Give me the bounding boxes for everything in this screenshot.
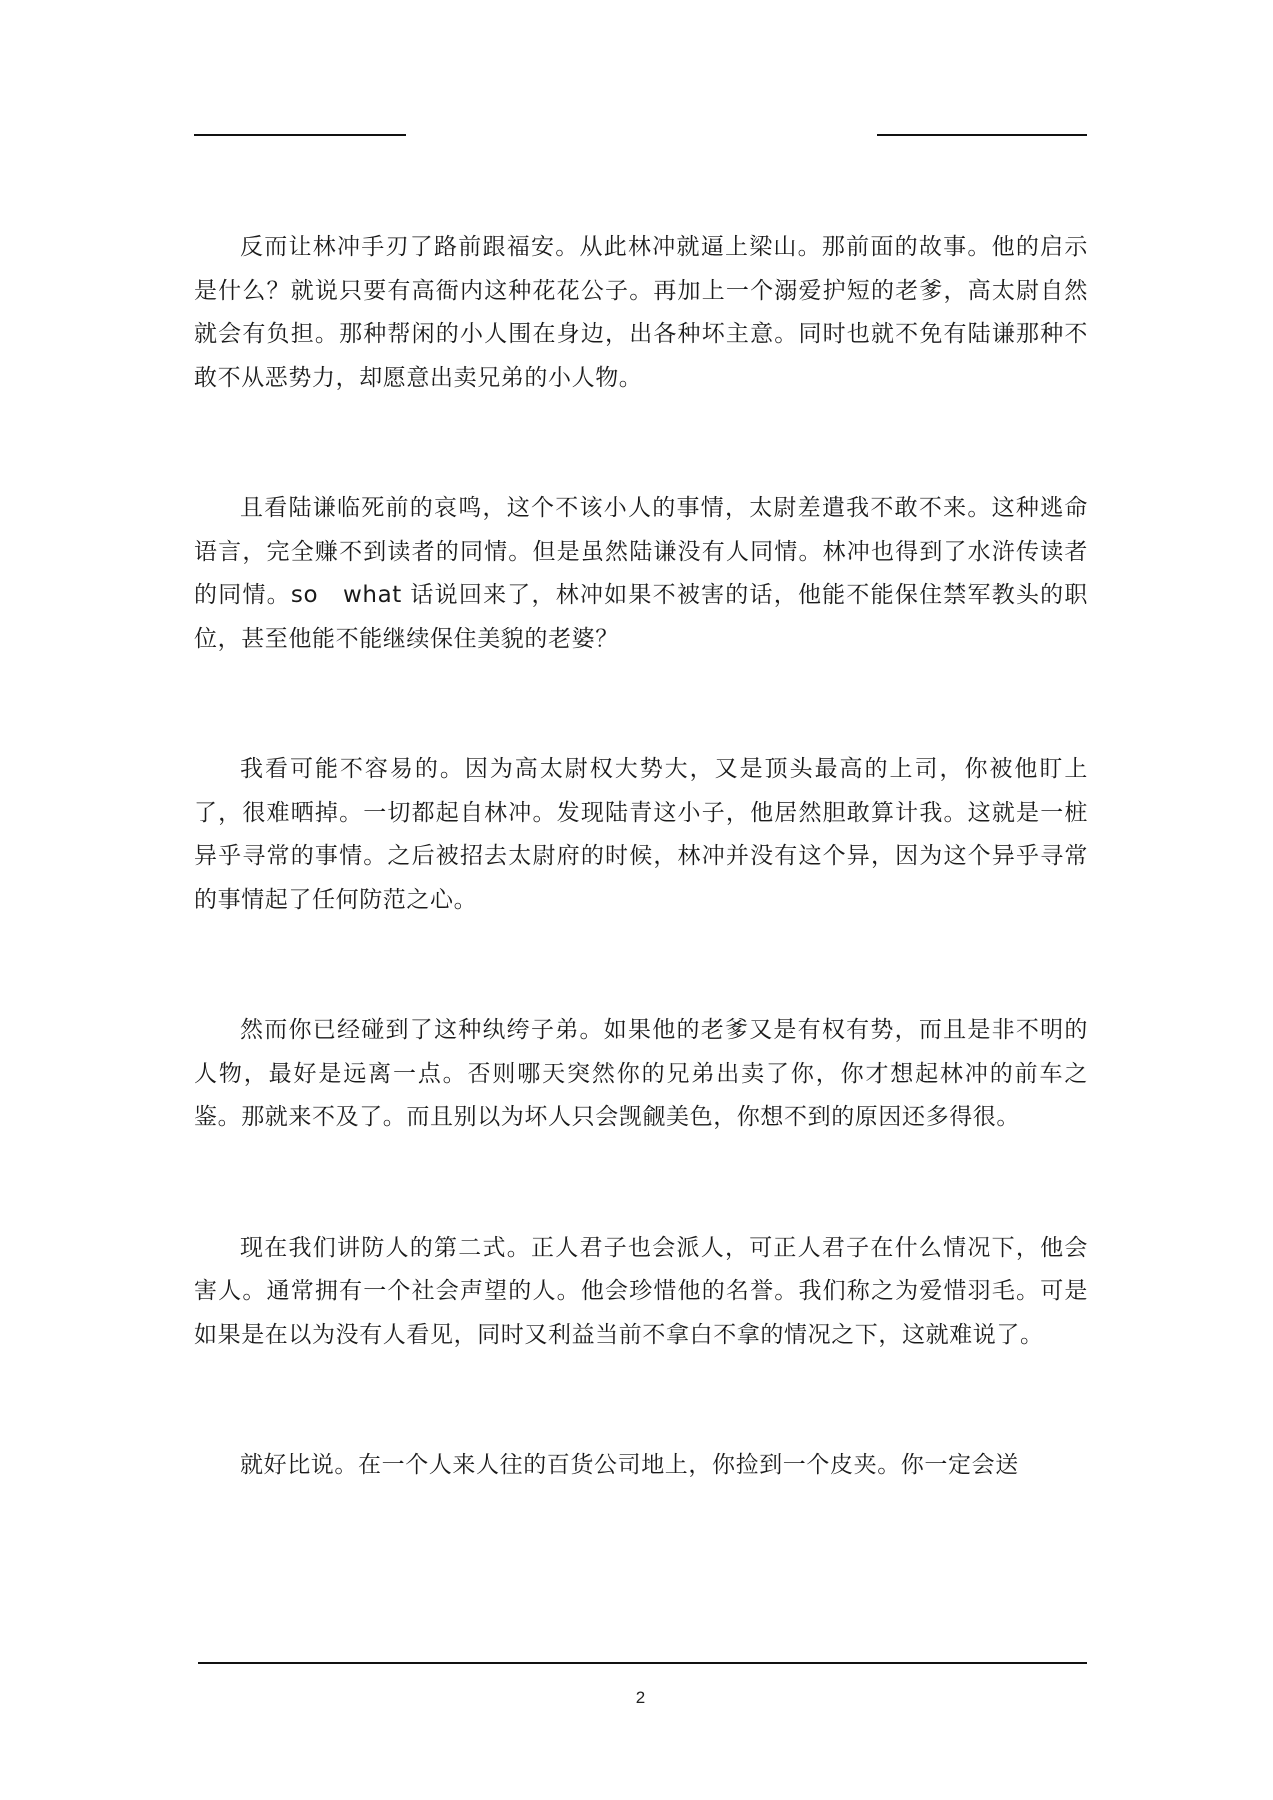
paragraph: 现在我们讲防人的第二式。正人君子也会派人，可正人君子在什么情况下，他会害人。通常拥有一个社会声望的人。他会珍惜他的名誉。我们称之为爱惜羽毛。可是如果是在以为没有人看见，同时又利益当前不拿白不拿的情况之下，这就难说了。 bbox=[194, 1234, 1088, 1348]
paragraph: 且看陆谦临死前的哀鸣，这个不该小人的事情，太尉差遣我不敢不来。这种逃命语言，完全赚不到读者的同情。但是虽然陆谦没有人同情。林冲也得到了水浒传读者的同情。so what 话说回来了，林冲如果不被害的话，他能不能保住禁军教头的职位，甚至他能不能继续保住美貌的老婆？ bbox=[194, 495, 1088, 652]
page-number: 2 bbox=[635, 1688, 646, 1707]
header-rule-right bbox=[877, 134, 1087, 136]
paragraph: 然而你已经碰到了这种纨绔子弟。如果他的老爹又是有权有势，而且是非不明的人物，最好是远离一点。否则哪天突然你的兄弟出卖了你，你才想起林冲的前车之鉴。那就来不及了。而且别以为坏人只会觊觎美色，你想不到的原因还多得很。 bbox=[194, 1017, 1088, 1130]
paragraph: 反而让林冲手刃了路前跟福安。从此林冲就逼上梁山。那前面的故事。他的启示是什么？就说只要有高衙内这种花花公子。再加上一个溺爱护短的老爹，高太尉自然就会有负担。那种帮闲的小人围在身边，出各种坏主意。同时也就不免有陆谦那种不敢不从恶势力，却愿意出卖兄弟的小人物。 bbox=[194, 234, 1088, 391]
paragraph: 我看可能不容易的。因为高太尉权大势大，又是顶头最高的上司，你被他盯上了，很难晒掉。一切都起自林冲。发现陆青这小子，他居然胆敢算计我。这就是一桩异乎寻常的事情。之后被招去太尉府的时候，林冲并没有这个异，因为这个异乎寻常的事情起了任何防范之心。 bbox=[194, 756, 1088, 913]
footer-rule bbox=[198, 1662, 1087, 1664]
header-rule-left bbox=[194, 134, 406, 136]
paragraph: 就好比说。在一个人来人往的百货公司地上，你捡到一个皮夹。你一定会送 bbox=[240, 1452, 1019, 1478]
document-body bbox=[194, 226, 1088, 1488]
